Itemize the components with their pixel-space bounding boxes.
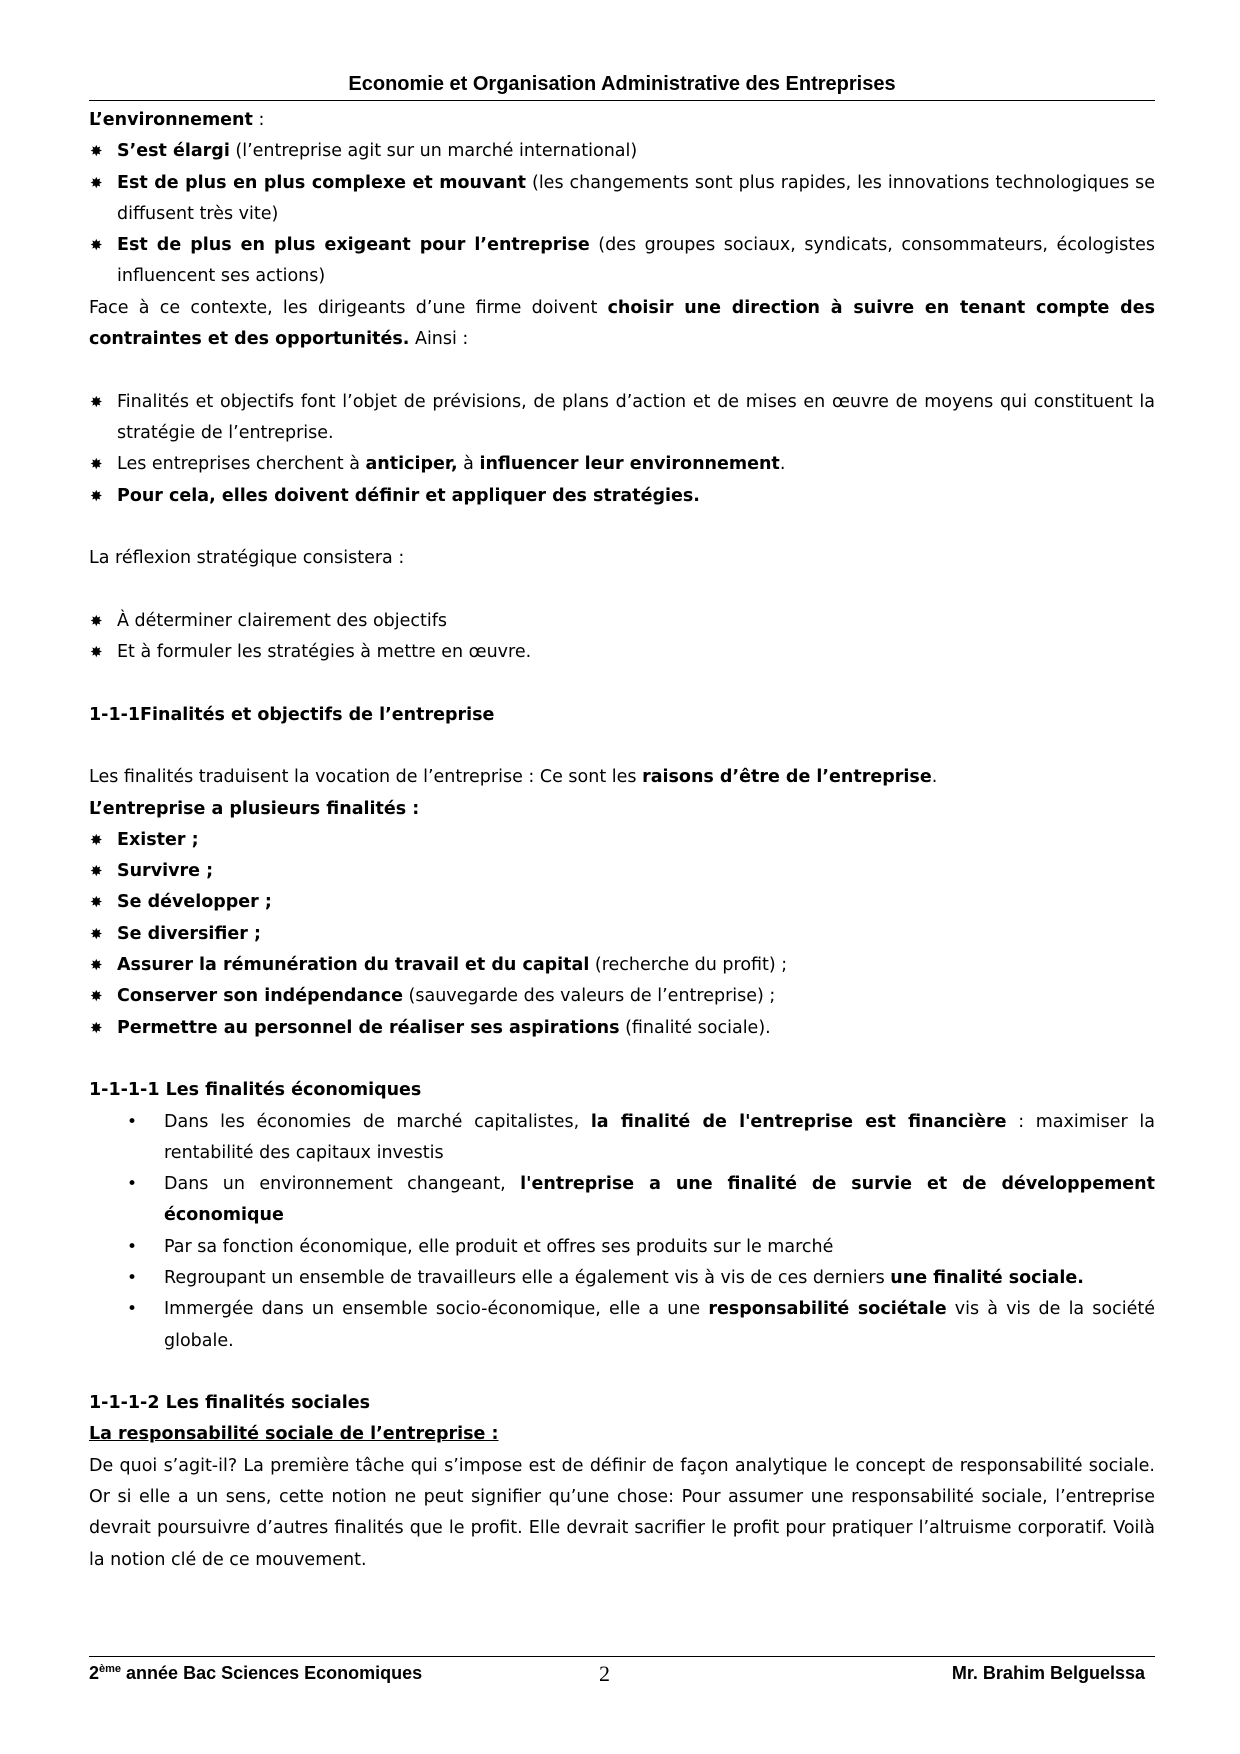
list-item: ✸ Finalités et objectifs font l’objet de prévisions, de plans d’action et de mises en œuvre de moyens qui constituent la stratégie de l’entreprise. — [89, 387, 1155, 450]
list-item: • Dans les économies de marché capitalistes, la finalité de l'entreprise est financière : maximiser la rentabilité des capitaux investis — [89, 1107, 1155, 1170]
dot-bullet-icon: • — [127, 1236, 138, 1257]
reflexion-list — [89, 606, 1155, 669]
page-footer — [89, 1656, 1155, 1687]
dot-bullet-icon: • — [127, 1174, 138, 1195]
star-bullet-icon: ✸ — [90, 893, 103, 912]
economic-finalities-list — [89, 1107, 1155, 1357]
list-item: ✸ Pour cela, elles doivent définir et appliquer des stratégies. — [89, 481, 1155, 512]
list-item: ✸ Assurer la rémunération du travail et du capital (recherche du profit) ; — [89, 950, 1155, 981]
finalites-paragraph: Les finalités traduisent la vocation de l’entreprise : Ce sont les raisons d’être de l’entreprise. — [89, 767, 938, 788]
star-bullet-icon: ✸ — [90, 173, 103, 192]
page-content — [89, 105, 1155, 1576]
star-bullet-icon: ✸ — [90, 455, 103, 474]
star-bullet-icon: ✸ — [90, 392, 103, 411]
list-item: • Par sa fonction économique, elle produit et offres ses produits sur le marché — [89, 1232, 1155, 1263]
list-item: ✸ Conserver son indépendance (sauvegarde des valeurs de l’entreprise) ; — [89, 981, 1155, 1012]
list-item: ✸ Survivre ; — [89, 856, 1155, 887]
strategy-list — [89, 387, 1155, 512]
star-bullet-icon: ✸ — [90, 987, 103, 1006]
star-bullet-icon: ✸ — [90, 924, 103, 943]
section-heading: 1-1-1Finalités et objectifs de l’entreprise — [89, 704, 495, 725]
star-bullet-icon: ✸ — [90, 956, 103, 975]
reflexion-intro: La réflexion stratégique consistera : — [89, 548, 405, 569]
star-bullet-icon: ✸ — [90, 142, 103, 161]
environment-list — [89, 136, 1155, 292]
list-item: • Regroupant un ensemble de travailleurs elle a également vis à vis de ces derniers une finalité sociale. — [89, 1263, 1155, 1294]
section-heading: 1-1-1-2 Les finalités sociales — [89, 1393, 370, 1414]
list-item: ✸ Est de plus en plus complexe et mouvant (les changements sont plus rapides, les innovations technologiques se diffusent très vite) — [89, 168, 1155, 231]
finalites-subheading: L’entreprise a plusieurs finalités : — [89, 798, 420, 819]
star-bullet-icon: ✸ — [90, 830, 103, 849]
list-item: ✸ Exister ; — [89, 825, 1155, 856]
list-item: ✸ Les entreprises cherchent à anticiper, à influencer leur environnement. — [89, 449, 1155, 480]
list-item: ✸ À déterminer clairement des objectifs — [89, 606, 1155, 637]
dot-bullet-icon: • — [127, 1267, 138, 1288]
section-heading: 1-1-1-1 Les finalités économiques — [89, 1080, 422, 1101]
page-header — [89, 70, 1155, 101]
list-item: • Immergée dans un ensemble socio-économique, elle a une responsabilité sociétale vis à vis de la société globale. — [89, 1294, 1155, 1357]
list-item: ✸ Se développer ; — [89, 887, 1155, 918]
context-paragraph: Face à ce contexte, les dirigeants d’une firme doivent choisir une direction à suivre en tenant compte des contraintes et des opportunités. Ainsi : — [89, 297, 1155, 350]
list-item: ✸ Permettre au personnel de réaliser ses aspirations (finalité sociale). — [89, 1013, 1155, 1044]
page-number: 2 — [599, 1661, 610, 1686]
social-responsibility-paragraph: De quoi s’agit-il? La première tâche qui s’impose est de définir de façon analytique le concept de responsabilité sociale. Or si elle a un sens, cette notion ne peut signifier qu’une chose: Pour assumer une responsabilité sociale, l’entreprise devrait poursuivre d’autres finalités que le profit. Elle devrait sacrifier le profit pour pratiquer l’altruisme corporatif. Voilà la notion clé de ce mouvement. — [89, 1455, 1155, 1570]
section-subheading: La responsabilité sociale de l’entreprise : — [89, 1424, 499, 1445]
list-item: • Dans un environnement changeant, l'entreprise a une finalité de survie et de développement économique — [89, 1169, 1155, 1232]
footer-level: 2ème année Bac Sciences Economiques — [89, 1663, 423, 1683]
star-bullet-icon: ✸ — [90, 486, 103, 505]
star-bullet-icon: ✸ — [90, 236, 103, 255]
list-item: ✸ Est de plus en plus exigeant pour l’entreprise (des groupes sociaux, syndicats, consommateurs, écologistes influencent ses actions) — [89, 230, 1155, 293]
list-item: ✸ S’est élargi (l’entreprise agit sur un marché international) — [89, 136, 1155, 167]
star-bullet-icon: ✸ — [90, 862, 103, 881]
environment-title: L’environnement : — [89, 110, 265, 130]
dot-bullet-icon: • — [127, 1111, 138, 1132]
list-item: ✸ Et à formuler les stratégies à mettre en œuvre. — [89, 637, 1155, 668]
footer-author: Mr. Brahim Belguelssa — [951, 1663, 1145, 1683]
list-item: ✸ Se diversifier ; — [89, 919, 1155, 950]
document-page — [89, 0, 1155, 1754]
star-bullet-icon: ✸ — [90, 643, 103, 662]
dot-bullet-icon: • — [127, 1299, 138, 1320]
star-bullet-icon: ✸ — [90, 1018, 103, 1037]
header-title: Economie et Organisation Administrative des Entreprises — [348, 73, 896, 95]
finalites-list — [89, 825, 1155, 1044]
star-bullet-icon: ✸ — [90, 611, 103, 630]
